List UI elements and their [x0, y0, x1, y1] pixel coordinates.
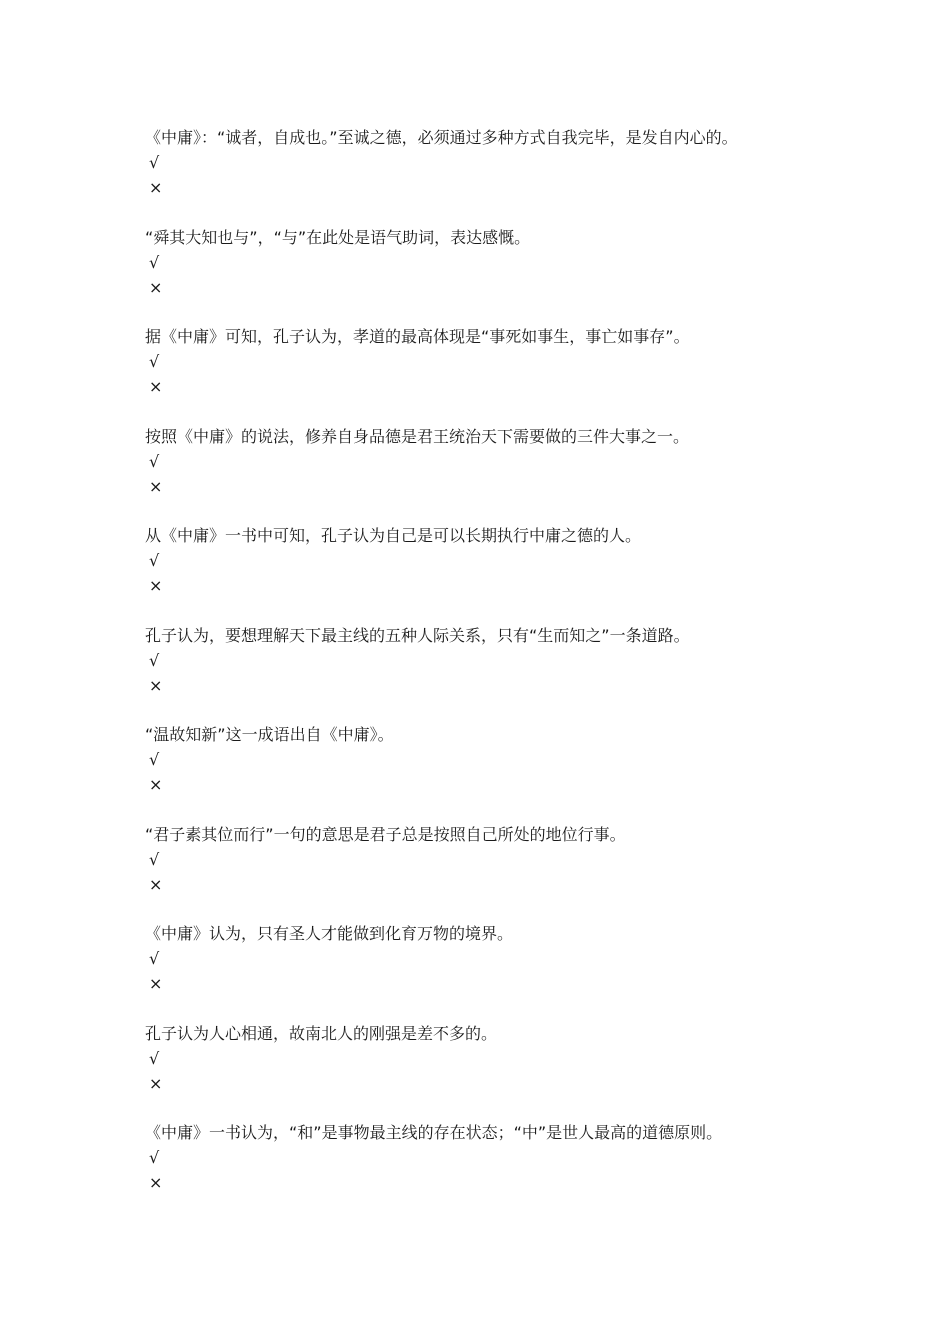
question-list	[145, 126, 865, 1221]
option-false[interactable]: ×	[149, 576, 163, 595]
option-true[interactable]: √	[149, 153, 160, 172]
question-text: “温故知新”这一成语出自《中庸》。	[145, 725, 394, 744]
option-false[interactable]: ×	[149, 178, 163, 197]
question-item	[145, 922, 865, 1022]
question-item	[145, 723, 865, 823]
question-item	[145, 226, 865, 326]
question-text: 《中庸》一书认为，“和”是事物最主线的存在状态；“中”是世人最高的道德原则。	[145, 1123, 723, 1142]
option-true[interactable]: √	[149, 551, 160, 570]
option-false[interactable]: ×	[149, 277, 163, 297]
question-text: “君子素其位而行”一句的意思是君子总是按照自己所处的地位行事。	[145, 824, 626, 844]
option-true[interactable]: √	[149, 1148, 160, 1167]
question-text: 据《中庸》可知，孔子认为，孝道的最高体现是“事死如事生，事亡如事存”。	[145, 327, 690, 346]
option-false[interactable]: ×	[149, 874, 163, 894]
question-item	[145, 823, 865, 923]
option-false[interactable]: ×	[149, 476, 163, 496]
question-text: 孔子认为人心相通，故南北人的刚强是差不多的。	[145, 1023, 498, 1043]
question-item	[145, 126, 865, 226]
option-false[interactable]: ×	[149, 675, 163, 695]
option-false[interactable]: ×	[149, 377, 163, 396]
option-false[interactable]: ×	[149, 775, 163, 794]
option-true[interactable]: √	[149, 1048, 160, 1068]
option-true[interactable]: √	[149, 650, 160, 670]
option-true[interactable]: √	[149, 352, 160, 371]
option-false[interactable]: ×	[149, 1173, 163, 1192]
question-item	[145, 624, 865, 724]
option-true[interactable]: √	[149, 949, 160, 968]
question-text: 按照《中庸》的说法，修养自身品德是君王统治天下需要做的三件大事之一。	[145, 426, 690, 446]
question-text: “舜其大知也与”，“与”在此处是语气助词，表达感慨。	[145, 227, 531, 247]
question-item	[145, 325, 865, 425]
option-true[interactable]: √	[149, 750, 160, 769]
option-false[interactable]: ×	[149, 974, 163, 993]
option-true[interactable]: √	[149, 849, 160, 869]
option-false[interactable]: ×	[149, 1073, 163, 1093]
question-item	[145, 425, 865, 525]
option-true[interactable]: √	[149, 252, 160, 272]
question-text: 《中庸》：“诚者，自成也。”至诚之德，必须通过多种方式自我完毕，是发自内心的。	[145, 128, 738, 147]
question-item	[145, 524, 865, 624]
question-text: 孔子认为，要想理解天下最主线的五种人际关系，只有“生而知之”一条道路。	[145, 625, 690, 645]
question-text: 《中庸》认为，只有圣人才能做到化育万物的境界。	[145, 924, 514, 943]
option-true[interactable]: √	[149, 451, 160, 471]
question-text: 从《中庸》一书中可知，孔子认为自己是可以长期执行中庸之德的人。	[145, 526, 642, 545]
question-item	[145, 1121, 865, 1221]
question-item	[145, 1022, 865, 1122]
